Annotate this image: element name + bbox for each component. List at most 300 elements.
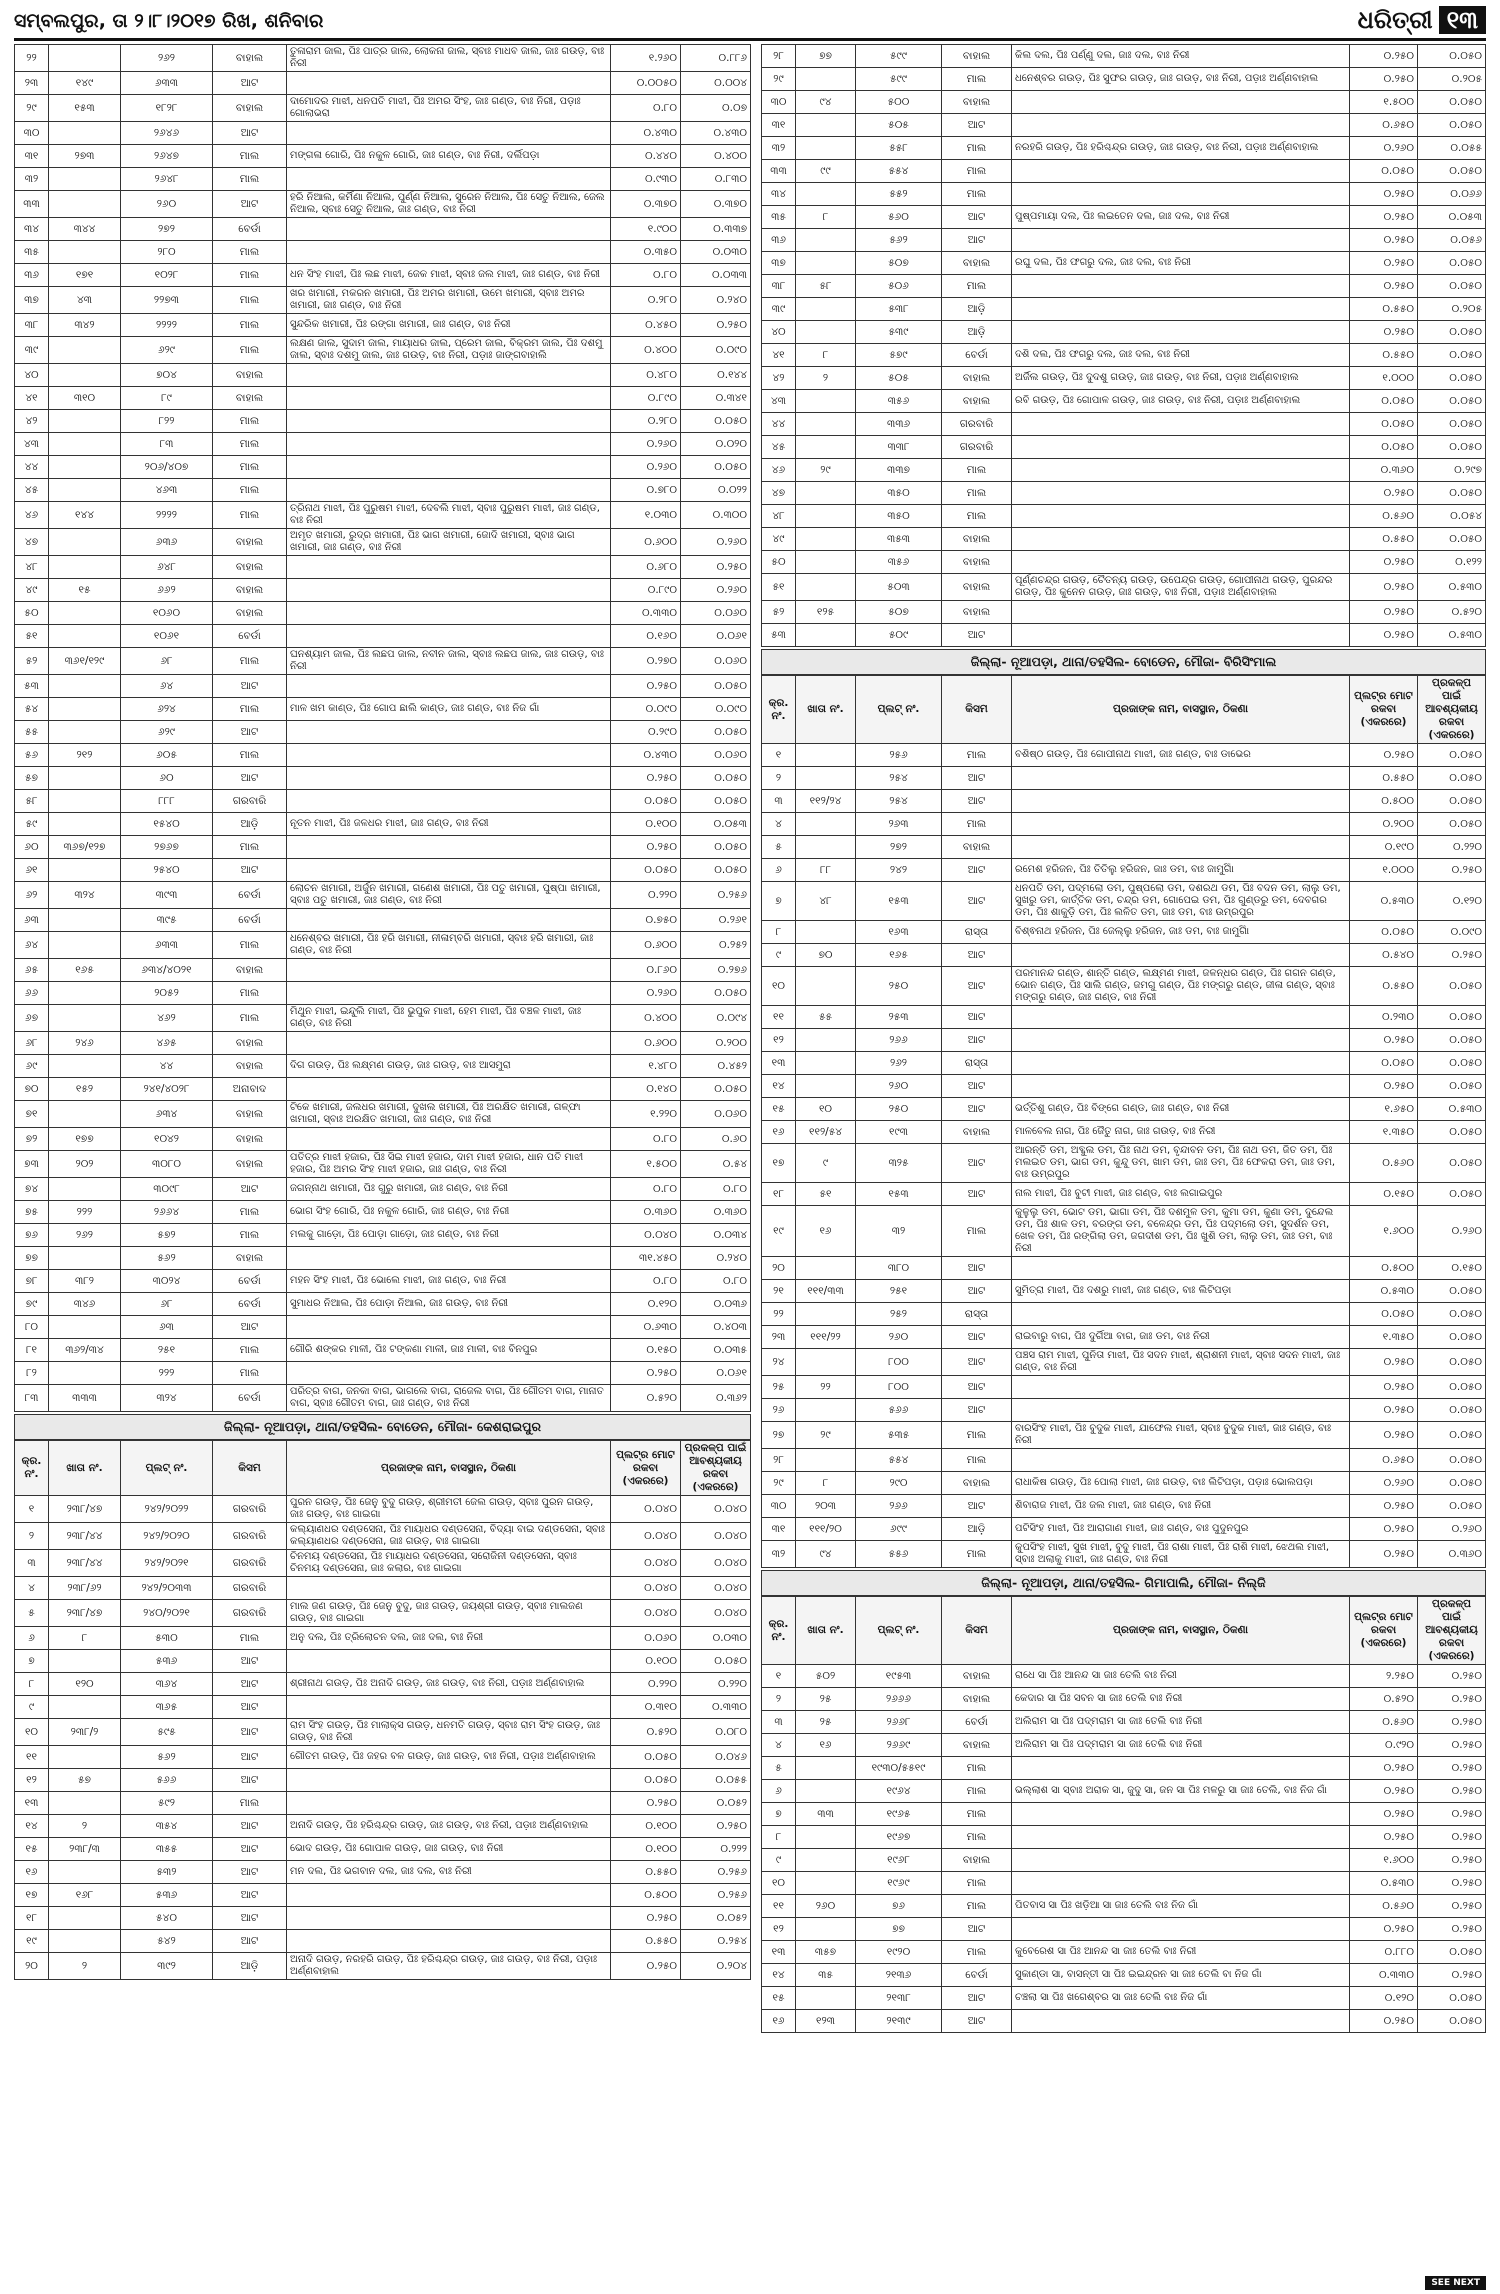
table-row [762, 91, 1486, 114]
total-area-cell: ୦.୪୦୦ [611, 337, 681, 364]
required-area-cell: ୦.୦୭ [681, 95, 751, 122]
plot-cell: ୨୬୬୯ [856, 1734, 942, 1757]
required-area-cell: ୦.୦୫୨ [681, 1792, 751, 1815]
owner-cell: ଭର୍ତ୍ତିଶୁ ଗଣ୍ଡ, ପିଃ ବିଙ୍ଗେ ଗଣ୍ଡ, ଜାଃ ଗଣ୍ଡ, ବାଃ ନିରୀ [1012, 1098, 1350, 1121]
plot-cell: ୫୦୯ [856, 624, 942, 647]
kisam-cell: ଆଡ଼ି [213, 813, 287, 836]
owner-cell: କୁପସିଂହ ମାଝୀ, ସୁଖ ମାଝୀ, ବୁଦୁ ମାଝୀ, ପିଃ ରାଶା ମାଝୀ, ପିଃ ରାଶି ମାଝୀ, ଝେଥଲ ମାଝୀ, ସ୍ବାଃ ଅଲାକୁ ମାଝୀ, ଜାଃ ଗଣ୍ଡ, ବାଃ ନିରୀ [1012, 1541, 1350, 1568]
khata-cell: ୧୪୯ [49, 72, 121, 95]
table-row [15, 1032, 751, 1055]
table-row [15, 168, 751, 191]
required-area-cell: ୦.୦୩୬ [681, 1293, 751, 1316]
table-row [762, 1075, 1486, 1098]
total-area-cell: ୦.୮୯୦ [611, 579, 681, 602]
khata-cell [49, 932, 121, 959]
owner-cell: ମାଲ ଜଣ ଗଉଡ଼, ପିଃ ଜେନୁ ବୁଦୁ, ଜାଃ ଗଉଡ଼, ଜୟଶ୍ରୀ ଗଉଡ଼, ସ୍ବାଃ ମାଲଜଣ ଗଉଡ଼, ବାଃ ଗାଇଗା [287, 1600, 611, 1627]
owner-cell [1012, 229, 1350, 252]
kisam-cell: ବାହାଲ [942, 551, 1012, 574]
plot-cell: ୧୦୬୧ [121, 625, 213, 648]
serial-cell: ୯ [762, 1849, 796, 1872]
khata-cell [49, 1746, 121, 1769]
owner-cell: ସୁମିତ୍ରା ମାଝୀ, ପିଃ ଦଶରୁ ମାଝୀ, ଜାଃ ଗଣ୍ଡ, ବାଃ ଲିଟିପଡ଼ା [1012, 1280, 1350, 1303]
required-area-cell: ୦.୪୩୦ [681, 122, 751, 145]
table-row [15, 1178, 751, 1201]
table-row [15, 241, 751, 264]
total-area-cell: ୧.୬୦୦ [1350, 1849, 1418, 1872]
table-row [762, 1495, 1486, 1518]
plot-cell: ୩୯୫ [121, 909, 213, 932]
owner-cell [287, 625, 611, 648]
owner-cell: ମଲକୁ ଗାଡ଼ୋ, ପିଃ ପୋଡ଼ା ଗାଡ଼ୋ, ଜାଃ ଗଣ୍ଡ, ବାଃ ନିରୀ [287, 1224, 611, 1247]
table-row [15, 1270, 751, 1293]
kisam-cell: ବାହାଲ [213, 1101, 287, 1128]
plot-cell: ୧୬୫ [856, 944, 942, 967]
kisam-cell: ଆଟ [942, 229, 1012, 252]
owner-cell [287, 410, 611, 433]
total-area-cell: ୦.୫୨୦ [611, 1385, 681, 1412]
required-area-cell: ୦.୮୮୬ [681, 45, 751, 72]
kisam-cell: ବେର୍ଡା [942, 1711, 1012, 1734]
paper-title: ଧରିତ୍ରୀ [1357, 6, 1433, 34]
owner-cell: ପଞ୍ଚସ ରାମ ମାଝୀ, ପୁନିତା ମାଝୀ, ପିଃ ସଦନ ମାଝୀ, ଶ୍ରାଶନୀ ମାଝୀ, ସ୍ବାଃ ସଦନ ମାଝୀ, ଜାଃ ଗଣ୍ଡ, ବାଃ ନିରୀ [1012, 1349, 1350, 1376]
required-area-cell: ୦.୦୬୬ [1418, 183, 1486, 206]
required-area-cell: ୦.୦୫୦ [681, 456, 751, 479]
kisam-cell: ମାଲ [942, 1541, 1012, 1568]
plot-cell: ୩୩୮ [856, 436, 942, 459]
table-row [15, 932, 751, 959]
plot-cell: ୩୦୨୪ [121, 1270, 213, 1293]
plot-cell: ୨୪୨/୨୦୩୩ [121, 1577, 213, 1600]
plot-cell: ପ୍ଲଟ୍ ନଂ. [856, 676, 942, 744]
total-area-cell: ୦.୦୯୦ [611, 698, 681, 721]
kisam-cell: ମାଲ [213, 145, 287, 168]
kisam-cell: ମାଲ [213, 1362, 287, 1385]
required-area-cell: ୦.୦୫୦ [1418, 413, 1486, 436]
serial-cell: ୫୦ [762, 551, 796, 574]
total-area-cell: ୦.୨୫୦ [1350, 574, 1418, 601]
total-area-cell: ୦.୨୬୦ [611, 982, 681, 1005]
total-area-cell: ୦.୨୬୦ [1350, 1472, 1418, 1495]
table-row [762, 45, 1486, 68]
khata-cell: ୨୩୮/୪୪ [49, 1523, 121, 1550]
table-row [762, 1280, 1486, 1303]
total-area-cell: ୦.୨୫୦ [1350, 1376, 1418, 1399]
plot-cell: ୫୫୮ [856, 137, 942, 160]
owner-cell [287, 602, 611, 625]
required-area-cell: ୦.୨୫୦ [1418, 1872, 1486, 1895]
total-area-cell: ୧.୫୦୦ [611, 1151, 681, 1178]
plot-cell: ୨୯୦ [856, 1472, 942, 1495]
kisam-cell: ଆଡ଼ି [942, 1518, 1012, 1541]
table-row [15, 72, 751, 95]
plot-cell: ୨୫୦ [856, 967, 942, 1006]
kisam-cell: ବାହାଲ [942, 836, 1012, 859]
serial-cell: ୩୯ [762, 298, 796, 321]
owner-cell [1012, 160, 1350, 183]
total-area-cell: ୦.୫୨୦ [1350, 1688, 1418, 1711]
plot-cell: ୩୨୪ [121, 1385, 213, 1412]
plot-cell: ୧୫୪୦ [121, 813, 213, 836]
khata-cell [796, 1303, 856, 1326]
kisam-cell: ମାଲ [942, 1449, 1012, 1472]
plot-cell: ୬୩୬ [121, 529, 213, 556]
table-row [762, 1376, 1486, 1399]
kisam-cell: ଆଟ [942, 882, 1012, 921]
serial-cell: ୧୦ [762, 967, 796, 1006]
table-row [15, 1792, 751, 1815]
required-area-cell: ୦.୩୬୦ [681, 1201, 751, 1224]
owner-cell: ସୁକାଣ୍ଡା ସା, ବାସନ୍ତୀ ସା ପିଃ ଇଇନ୍ଦ୍ରନ ସା ଜାଃ ତେଲି ବା ନିଜ ଗାଁ [1012, 1964, 1350, 1987]
required-area-cell: ୦.୨୬୦ [681, 529, 751, 556]
owner-cell [1012, 91, 1350, 114]
khata-cell [796, 1075, 856, 1098]
owner-cell: ପତିତ୍ର ମାଝୀ ହଜାର, ପିଃ ସିଇ ମାଝୀ ହଜାର, ଦାମ ମାଝୀ ହଜାର, ଧାନ ପତି ମାଝୀ ହଜାର, ପିଃ ଅମର ସିଂହ ମାଝୀ ହଜାର, ଜାଃ ଗଣ୍ଡ, ବାଃ ନିରୀ [287, 1151, 611, 1178]
table-row [15, 1523, 751, 1550]
khata-cell: ୩୪୨ [49, 314, 121, 337]
table-row [762, 1183, 1486, 1206]
total-area-cell: ୦.୨୫୦ [611, 836, 681, 859]
plot-cell: ୨୭୬୭ [121, 836, 213, 859]
kisam-cell: ବେର୍ଡା [213, 625, 287, 648]
required-area-cell: ୦.୦୫୦ [1418, 321, 1486, 344]
serial-cell: ୬୩ [15, 909, 49, 932]
plot-cell: ୫୯୯ [856, 45, 942, 68]
total-area-cell: ୦.୪୦୦ [611, 1005, 681, 1032]
serial-cell: ୮୧ [15, 1339, 49, 1362]
khata-cell [49, 337, 121, 364]
required-area-cell: ୦.୨୫୦ [681, 556, 751, 579]
plot-cell: ୫୯୯ [856, 68, 942, 91]
plot-cell: ୫୭୯ [856, 344, 942, 367]
owner-cell: କୁଳୁଲୁ ଡମ, ଭୋଟ ଡମ, ଭାଗା ଡମ, ପିଃ ଦଶମୁଳ ଡମ, କୁମା ଡମ, କୁଣା ଡମ, ଦୁନ୍ଦେଲ ଡମ, ପିଃ ଶାଳ ଡମ, ବରଙ୍ଗ ଡମ, ବଳେନ୍ଦ୍ର ଡମ, ପିଃ ପଦ୍ମଲୋ ଡମ, ସୁଦର୍ଶନ ଡମ, ଖେଳ ଡମ, ପିଃ ରଙ୍ଗିଲା ଡମ, ଜଗଦୀଶ ଡମ, ପିଃ ଖୁଶି ଡମ, ଲାଲୁ ଡମ, ଜାଃ ଡମ, ବାଃ ନିରୀ [1012, 1206, 1350, 1257]
total-area-cell: ୦.୪୫୦ [611, 314, 681, 337]
khata-cell [49, 721, 121, 744]
kisam-cell: ମାଲ [213, 698, 287, 721]
kisam-cell: ଆଟ [942, 1029, 1012, 1052]
required-area-cell: ୦.୨୬୧ [681, 909, 751, 932]
table-row [15, 1930, 751, 1953]
total-area-cell: ୦.୦୪୦ [611, 1550, 681, 1577]
plot-cell: ୨୭୨ [121, 218, 213, 241]
owner-cell: ଅନୁ ଦଲ, ପିଃ ତ୍ରିଲୋଚନ ଦଲ, ଜାଃ ଦଲ, ବାଃ ନିରୀ [287, 1627, 611, 1650]
total-area-cell: ୦.୨୫୦ [1350, 321, 1418, 344]
owner-cell: ସୁନ୍ଦରିକ ଖମାରୀ, ପିଃ ରଙ୍ଗା ଖମାରୀ, ଜାଃ ଗଣ୍ଡ, ବାଃ ନିରୀ [287, 314, 611, 337]
plot-cell: ୩୦୮୦ [121, 1151, 213, 1178]
total-area-cell: ୦.୨୬୦ [1350, 137, 1418, 160]
total-area-cell: ୦.୯୨୦ [1350, 1734, 1418, 1757]
table-row [15, 1696, 751, 1719]
kisam-cell: ମାଲ [213, 932, 287, 959]
required-area-cell: ୦.୦୬୦ [681, 744, 751, 767]
kisam-cell: ଗରବାରି [213, 1523, 287, 1550]
table-row [762, 1399, 1486, 1422]
khata-cell: ୪୩ [49, 287, 121, 314]
total-area-cell: ୦.୨୫୦ [1350, 1029, 1418, 1052]
kisam-cell: ଆଟ [213, 191, 287, 218]
plot-cell: ୫୩୬ [121, 1650, 213, 1673]
owner-cell: ନରହରି ଗଉଡ଼, ପିଃ ହରିଶ୍ଚନ୍ଦ୍ର ଗଉଡ଼, ଜାଃ ଗଉଡ଼, ବାଃ ନିରୀ, ପଡ଼ାଃ ଅର୍ଣ୍ଣବାହାଲ [1012, 137, 1350, 160]
owner-cell [1012, 482, 1350, 505]
khata-cell: ଖାତା ନଂ. [796, 676, 856, 744]
owner-cell [1012, 1399, 1350, 1422]
kisam-cell: ଆଟ [213, 721, 287, 744]
owner-cell [1012, 1376, 1350, 1399]
owner-cell: କୁବେରେଶ ସା ପିଃ ଆନନ୍ଦ ସା ଜାଃ ତେଲି ବାଃ ନିରୀ [1012, 1941, 1350, 1964]
total-area-cell: ୦.୪୩୦ [611, 122, 681, 145]
table-row [762, 767, 1486, 790]
khata-cell: ୨୩୮/୨ [49, 1719, 121, 1746]
total-area-cell: ୦.୨୮୦ [611, 287, 681, 314]
khata-cell: ୨୫ [796, 1688, 856, 1711]
total-area-cell: ୦.୦୫୦ [611, 859, 681, 882]
table-row [762, 1987, 1486, 2010]
plot-cell: ୬୨୯ [121, 337, 213, 364]
kisam-cell: ଆଟ [942, 1349, 1012, 1376]
kisam-cell: ବେର୍ଡା [213, 882, 287, 909]
required-area-cell: ୦.୦୯୦ [681, 337, 751, 364]
plot-cell: ୫୦୭ [856, 252, 942, 275]
khata-cell [49, 364, 121, 387]
table-row [762, 1257, 1486, 1280]
nilji-table [761, 1596, 1486, 2033]
owner-cell [287, 72, 611, 95]
required-area-cell: ୦.୨୦୫ [1418, 298, 1486, 321]
kisam-cell: ମାଲ [942, 1872, 1012, 1895]
serial-cell: ୮୩ [15, 1385, 49, 1412]
owner-cell [1012, 1257, 1350, 1280]
plot-cell: ୧୯୬୮ [856, 1849, 942, 1872]
khata-cell [796, 298, 856, 321]
kisam-cell: ଆଟ [942, 1376, 1012, 1399]
serial-cell: ୧୧ [762, 1006, 796, 1029]
required-area-cell: ୦.୦୪୬ [681, 1746, 751, 1769]
kisam-cell: ମାଲ [942, 813, 1012, 836]
khata-cell [796, 1987, 856, 2010]
plot-cell: ପ୍ଲଟ୍ ନଂ. [856, 1597, 942, 1665]
table-row [762, 1326, 1486, 1349]
required-area-cell: ୦.୦୫୦ [1418, 528, 1486, 551]
kisam-cell: ଆଟ [213, 1861, 287, 1884]
plot-cell: ପ୍ଲଟ୍ ନଂ. [121, 1441, 213, 1496]
serial-cell: ୩୩ [15, 191, 49, 218]
serial-cell: ୭ [762, 882, 796, 921]
table-row [15, 698, 751, 721]
khata-cell [796, 1029, 856, 1052]
kisam-cell: ଆଟ [942, 1987, 1012, 2010]
khata-cell: ୨୯ [796, 459, 856, 482]
serial-cell: ୭ [762, 1803, 796, 1826]
plot-cell: ୩୦୯୮ [121, 1178, 213, 1201]
required-area-cell: ୦.୬୦ [681, 1128, 751, 1151]
plot-cell: ୧୦୪୨ [121, 1128, 213, 1151]
kisam-cell: ବାହାଲ [213, 1055, 287, 1078]
plot-cell: ୩୬୫ [121, 1696, 213, 1719]
owner-cell [1012, 1918, 1350, 1941]
khata-cell: ୩୪୬ [49, 1293, 121, 1316]
total-area-cell: ୧.୦୦୦ [1350, 367, 1418, 390]
serial-cell: ୨୯ [762, 68, 796, 91]
khata-cell: ୨୩୮/୪୭ [49, 1496, 121, 1523]
khata-cell: ୨୩୮/୪୭ [49, 1600, 121, 1627]
required-area-cell: ୦.୦୫୦ [681, 836, 751, 859]
total-area-cell: ୦.୧୦୦ [611, 1650, 681, 1673]
table-row [762, 344, 1486, 367]
plot-cell: ୫୦୩ [856, 574, 942, 601]
page-number: ୧୩ [1439, 6, 1486, 34]
plot-cell: ୩୬୪ [121, 1673, 213, 1696]
owner-cell [287, 859, 611, 882]
khata-cell: ୩୬୨/୩୪ [49, 1339, 121, 1362]
kisam-cell: ବେର୍ଡା [213, 1385, 287, 1412]
khata-cell: ୭୭ [796, 45, 856, 68]
required-area-cell: ୦.୪୦୦ [681, 145, 751, 168]
plot-cell: ୪୬୫ [121, 1032, 213, 1055]
table-row [15, 1005, 751, 1032]
table-row [762, 183, 1486, 206]
plot-cell: ୮୨୨ [121, 410, 213, 433]
kisam-cell: ମାଲ [942, 1941, 1012, 1964]
table-row [762, 574, 1486, 601]
khata-cell: ୧୭୧ [49, 264, 121, 287]
kisam-cell: ବାହାଲ [213, 387, 287, 410]
table-row [762, 229, 1486, 252]
total-area-cell: ୦.୨୫୦ [611, 1907, 681, 1930]
total-area-cell: ୦.୨୫୦ [1350, 624, 1418, 647]
kisam-cell: ମାଲ [213, 314, 287, 337]
kisam-cell: ମାଲ [213, 744, 287, 767]
kisam-cell: ବାହାଲ [942, 91, 1012, 114]
total-area-cell: ୦.୧୬୦ [611, 625, 681, 648]
required-area-cell: ୦.୦୬୦ [681, 648, 751, 675]
table-row [762, 68, 1486, 91]
table-row [762, 390, 1486, 413]
owner-cell [1012, 601, 1350, 624]
table-row [762, 1422, 1486, 1449]
plot-cell: ୨୪୨/୨୦୨୧ [121, 1550, 213, 1577]
total-area-cell: ୦.୨୨୦ [611, 1673, 681, 1696]
kesaipur-table [14, 1440, 751, 1980]
total-area-cell: ୦.୮୮୦ [1350, 1941, 1418, 1964]
required-area-cell: ୦.୦୨୨ [681, 479, 751, 502]
serial-cell: ୬୯ [15, 1055, 49, 1078]
required-area-cell: ୦.୨୫୦ [1418, 1688, 1486, 1711]
serial-cell: ୪୬ [15, 502, 49, 529]
plot-cell: ୨୫୪ [856, 767, 942, 790]
required-area-cell: ୦.୦୫୦ [1418, 1399, 1486, 1422]
total-area-cell: ୦.୫୫୦ [1350, 344, 1418, 367]
serial-cell: ୮୦ [15, 1316, 49, 1339]
table-row [762, 1303, 1486, 1326]
kisam-cell: ଆଟ [942, 1183, 1012, 1206]
plot-cell: ୨୪୦/୨୦୨୧ [121, 1600, 213, 1627]
serial-cell: ୭୪ [15, 1178, 49, 1201]
serial-cell: ୩୩ [762, 160, 796, 183]
required-area-cell: ୦.୨୬୦ [1418, 1518, 1486, 1541]
serial-cell: ୨ [762, 767, 796, 790]
required-area-cell: ୦.୦୨୦ [681, 433, 751, 456]
plot-cell: ୧୮୨୮ [121, 95, 213, 122]
plot-cell: ୫୦୭ [856, 601, 942, 624]
kisam-cell: ବେର୍ଡା [213, 1270, 287, 1293]
kisam-cell: ମାଲ [213, 433, 287, 456]
owner-cell [1012, 1303, 1350, 1326]
required-area-cell: ୦.୨୫୦ [1418, 1757, 1486, 1780]
khata-cell [49, 767, 121, 790]
total-area-cell: ୦.୫୩୦ [1350, 1872, 1418, 1895]
khata-cell: ୯୯ [796, 160, 856, 183]
plot-cell: ୪୬୩ [121, 479, 213, 502]
total-area-cell: ୦.୨୫୦ [1350, 1422, 1418, 1449]
kisam-cell: ମାଲ [942, 1780, 1012, 1803]
khata-cell [796, 68, 856, 91]
required-area-cell: ୦.୨୪୦ [681, 1247, 751, 1270]
serial-cell: ୩୨ [15, 168, 49, 191]
total-area-cell: ୦.୨୫୦ [1350, 601, 1418, 624]
kisam-cell: ମାଲ [942, 459, 1012, 482]
plot-cell: ୫୩୬ [121, 1884, 213, 1907]
table-header-row [762, 676, 1486, 744]
kisam-cell: ମାଲ [213, 982, 287, 1005]
owner-cell: ରାମ ସିଂହ ଗଉଡ଼, ପିଃ ମାଲାକ୍ସ ଗଉଡ଼, ଧନମତି ଗଉଡ଼, ସ୍ବାଃ ରାମ ସିଂହ ଗଉଡ଼, ଜାଃ ଗଉଡ଼, ବାଃ ନିରୀ [287, 1719, 611, 1746]
owner-cell [287, 218, 611, 241]
table-row [15, 648, 751, 675]
plot-cell: ୧୯୨୦ [856, 1941, 942, 1964]
khata-cell: ୨୨୨ [49, 1201, 121, 1224]
required-area-cell: ପ୍ରକଳ୍ପ ପାଇଁ ଆବଶ୍ୟକୀୟ ରକବା (ଏକରରେ) [681, 1441, 751, 1496]
serial-cell: ୧୭ [15, 1884, 49, 1907]
kisam-cell: ଆଟ [213, 1746, 287, 1769]
serial-cell: ୩୪ [15, 218, 49, 241]
table-row [762, 298, 1486, 321]
serial-cell: ୭୦ [15, 1078, 49, 1101]
required-area-cell: ୦.୦୫୦ [681, 859, 751, 882]
required-area-cell: ୦.୫୩୦ [1418, 624, 1486, 647]
kisam-cell: ଗରବାରି [942, 413, 1012, 436]
serial-cell: ୪ [762, 813, 796, 836]
khata-cell: ୧୫୨ [49, 1078, 121, 1101]
total-area-cell: ୦.୫୫୦ [611, 1930, 681, 1953]
serial-cell: ୬୫ [15, 959, 49, 982]
plot-cell: ୨୬୪୮ [121, 168, 213, 191]
owner-cell [287, 1577, 611, 1600]
required-area-cell: ୦.୨୫୦ [1418, 1780, 1486, 1803]
serial-cell: ୭୯ [15, 1293, 49, 1316]
kisam-cell: ମାଲ [213, 1005, 287, 1032]
owner-cell [287, 909, 611, 932]
plot-cell: ୨୨୨୨ [121, 502, 213, 529]
owner-cell: ଭୋଗ ସିଂହ ଗୋରି, ପିଃ ନକୁଳ ଗୋରି, ଜାଃ ଗଣ୍ଡ, ବାଃ ନିରୀ [287, 1201, 611, 1224]
table-row [15, 364, 751, 387]
table-row [762, 206, 1486, 229]
table-row [762, 436, 1486, 459]
kisam-cell: ମାଲ [213, 502, 287, 529]
khata-cell [49, 813, 121, 836]
required-area-cell: ୦.୦୫୦ [1418, 1183, 1486, 1206]
serial-cell: ୭ [15, 1650, 49, 1673]
kisam-cell: ବାହାଲ [942, 1734, 1012, 1757]
table-row [762, 1964, 1486, 1987]
owner-cell: ତୁଳାରାମ ଜାଲ, ପିଃ ପାତ୍ର ଜାଲ, ଲୋକନା ଜାଲ, ସ୍ବାଃ ମାଧବ ଜାଲ, ଜାଃ ଗଉଡ଼, ବାଃ ନିରୀ [287, 45, 611, 72]
kisam-cell: ବାହାଲ [213, 602, 287, 625]
serial-cell: ୪୩ [762, 390, 796, 413]
table-row [15, 1884, 751, 1907]
khata-cell [796, 528, 856, 551]
khata-cell: ୨୨ [796, 1376, 856, 1399]
required-area-cell: ୦.୦୫୦ [1418, 1422, 1486, 1449]
total-area-cell: ୦.୩୬୦ [1350, 459, 1418, 482]
khata-cell [49, 529, 121, 556]
serial-cell: ୭୭ [15, 1247, 49, 1270]
